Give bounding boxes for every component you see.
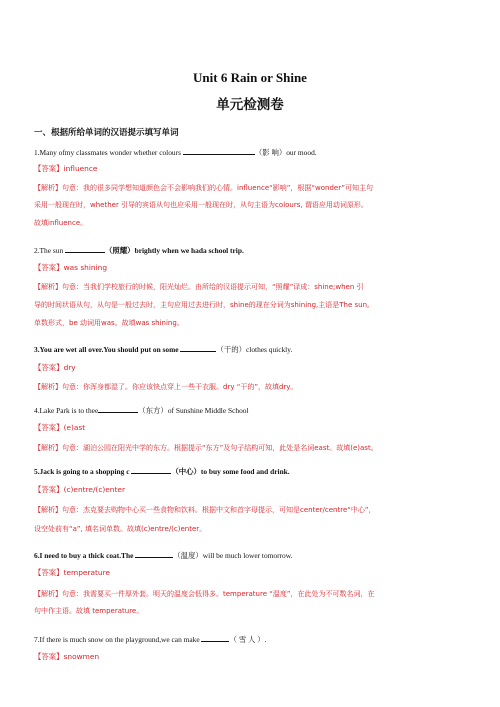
- answer-7: 【答案】snowmen: [34, 652, 100, 661]
- explanation-5-line-1: 【解析】句意：杰克要去购物中心买一些食物和饮料。根据中文和首字母提示，可知是center/centre“中心”，: [34, 506, 376, 514]
- answer-blank: [98, 404, 138, 413]
- question-7: 7.If there is much snow on the playground,we can make （ 雪 人 ）.: [34, 635, 267, 644]
- explanation-2-line-2: 导的时间状语从句，从句是一般过去时，主句应用过去进行时，shine的现在分词为shining,主语是The sun,: [34, 301, 370, 309]
- explanation-4-line-1: 【解析】句意：湖泊公园在阳光中学的东方。根据提示“东方”及句子结构可知，此处是名词east。故填(e)ast。: [34, 444, 378, 452]
- explanation-2-line-1: 【解析】句意：当我们学校旅行的时候，阳光灿烂。由所给的汉语提示可知，“照耀”译成：shine;when 引: [34, 283, 364, 291]
- answer-blank: [135, 549, 173, 558]
- explanation-5-line-2: 设空处前有“a”, 填名词单数。故填(c)entre/(c)enter。: [34, 525, 207, 533]
- explanation-6-line-1: 【解析】句意：我需要买一件厚外套。明天的温度会低得多。temperature “温度”，在此处为不可数名词，在: [34, 590, 375, 598]
- explanation-3-line-1: 【解析】句意：你浑身都湿了。你应该快点穿上一些干衣服。dry “干的”，故填dry。: [34, 383, 298, 391]
- answer-4: 【答案】(e)ast: [34, 423, 86, 432]
- answer-1: 【答案】influence: [34, 164, 98, 173]
- question-3: 3.You are wet all over.You should put on some （干的）clothes quickly.: [34, 345, 293, 354]
- page-subtitle: 单元检测卷: [216, 97, 284, 113]
- answer-blank: [65, 244, 105, 253]
- question-2: 2.The sun （照耀）brightly when we hada school trip.: [34, 246, 244, 255]
- answer-blank: [201, 633, 229, 642]
- question-6: 6.I need to buy a thick coat.The （温度）will be much lower tomorrow.: [34, 551, 293, 560]
- answer-blank: [183, 146, 255, 155]
- explanation-1-line-2: 采用一般现在时，whether 引导的宾语从句也应采用一般现在时，从句主语为colours, 谓语应用动词原形。: [34, 201, 368, 209]
- question-4: 4.Lake Park is to thee （东方）of Sunshine Middle School: [34, 406, 249, 415]
- answer-blank: [180, 343, 216, 352]
- explanation-1-line-3: 故填influence。: [34, 219, 88, 227]
- section-title: 一、根据所给单词的汉语提示填写单词: [34, 128, 179, 138]
- explanation-6-line-2: 句中作主语。故填 temperature。: [34, 607, 144, 615]
- answer-2: 【答案】was shining: [34, 263, 108, 272]
- question-1: 1.Many ofmy classmates wonder whether colours （影 响）our mood.: [34, 148, 317, 157]
- answer-5: 【答案】(c)entre/(c)enter: [34, 485, 125, 494]
- page-title: Unit 6 Rain or Shine: [193, 70, 307, 85]
- answer-blank: [131, 465, 171, 474]
- explanation-2-line-3: 单数形式，be 动词用was。故填was shining。: [34, 319, 184, 327]
- question-5: 5.Jack is going to a shopping c （中心）to buy some food and drink.: [34, 467, 290, 476]
- explanation-1-line-1: 【解析】句意：我的很多同学想知道颜色会不会影响我们的心情。influence“影响”，根据“wonder”可知主句: [34, 184, 373, 192]
- answer-6: 【答案】temperature: [34, 568, 111, 577]
- answer-3: 【答案】dry: [34, 363, 76, 372]
